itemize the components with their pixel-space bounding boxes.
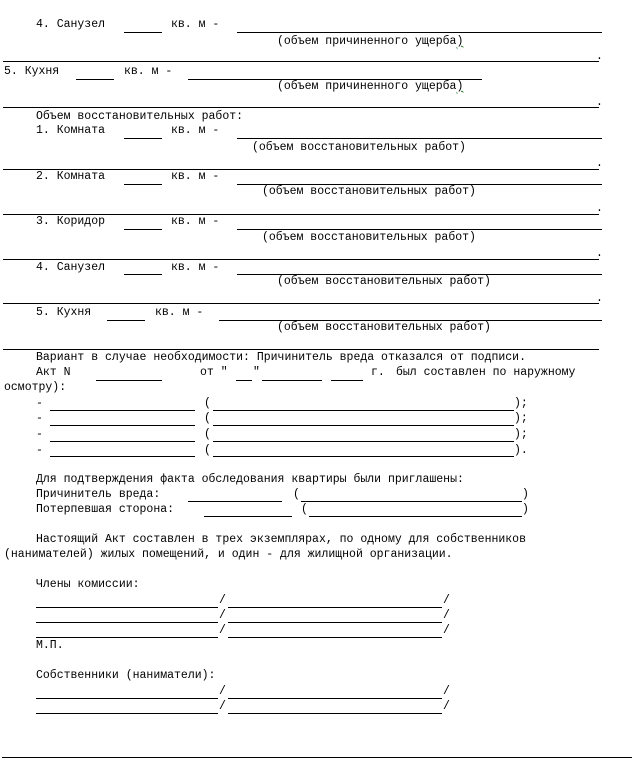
restore-item-caption: (объем восстановительных работ) (252, 141, 466, 154)
restore-item-label: 1. Комната (36, 124, 106, 137)
culprit-label: Причинитель вреда: (36, 488, 161, 501)
witness-name-field[interactable] (50, 410, 195, 411)
closing-line2: (нанимателей) жилых помещений, и один - для жилищной организации. (4, 548, 453, 561)
row-dash: - (36, 444, 43, 457)
damage-bathroom-period: . (596, 50, 603, 63)
victim-label: Потерпевшая сторона: (36, 503, 175, 516)
act-day-field[interactable] (236, 380, 252, 381)
witnesses-heading: Для подтверждения факта обследования квартиры были приглашены: (36, 473, 464, 486)
restore-period: . (596, 292, 603, 305)
restore-item-label: 4. Санузел (36, 261, 106, 274)
act-month-field[interactable] (262, 380, 322, 381)
culprit-signature-field[interactable] (188, 501, 282, 502)
slash: / (219, 700, 226, 713)
restore-item-unit: кв. м - (171, 261, 220, 274)
restore-item-unit: кв. м - (171, 170, 220, 183)
signature-field[interactable] (36, 713, 218, 714)
restore-continuation-field[interactable] (3, 259, 599, 260)
page-bottom-rule (2, 757, 632, 758)
restore-period: . (596, 157, 603, 170)
witness-name-field[interactable] (50, 425, 195, 426)
culprit-name-field[interactable] (301, 501, 522, 502)
slash: / (443, 609, 450, 622)
restore-area-field[interactable] (124, 274, 162, 275)
witness-address-field[interactable] (213, 456, 514, 457)
open-paren: ( (204, 444, 211, 457)
slash: / (443, 624, 450, 637)
signature-field[interactable] (36, 607, 218, 608)
row-dash: - (36, 428, 43, 441)
restore-item-label: 3. Коридор (36, 215, 106, 228)
close-semicolon: ); (514, 412, 528, 425)
stamp-label: М.П. (36, 639, 64, 652)
close-semicolon: ); (514, 397, 528, 410)
witness-address-field[interactable] (213, 425, 514, 426)
slash: / (443, 685, 450, 698)
restore-item-caption: (объем восстановительных работ) (262, 231, 476, 244)
open-paren: ( (204, 397, 211, 410)
variant-act-tail: был составлен по наружному (396, 366, 576, 379)
close-semicolon: ); (514, 428, 528, 441)
restore-area-field[interactable] (124, 184, 162, 185)
damage-bathroom-area-field[interactable] (124, 32, 162, 33)
witness-address-field[interactable] (213, 410, 514, 411)
slash: / (443, 700, 450, 713)
variant-act-quote: " (253, 366, 260, 379)
damage-bathroom-caption: (объем причиненного ущерба) (277, 35, 464, 48)
variant-act-year: г. (371, 366, 385, 379)
damage-bathroom-continuation-field[interactable] (3, 61, 599, 62)
open-paren: ( (204, 428, 211, 441)
open-paren: ( (293, 488, 300, 501)
name-field[interactable] (228, 622, 442, 623)
variant-line3: осмотру): (4, 381, 67, 394)
restore-volume-field[interactable] (237, 138, 602, 139)
signature-field[interactable] (36, 698, 218, 699)
name-field[interactable] (228, 607, 442, 608)
signature-field[interactable] (36, 622, 218, 623)
witness-name-field[interactable] (50, 441, 195, 442)
restore-period: . (596, 247, 603, 260)
close-paren: ) (522, 488, 529, 501)
restore-volume-field[interactable] (237, 229, 602, 230)
restore-item-unit: кв. м - (155, 306, 204, 319)
damage-kitchen-continuation-field[interactable] (3, 107, 599, 108)
victim-name-field[interactable] (309, 516, 522, 517)
restore-area-field[interactable] (124, 229, 162, 230)
restore-period: . (596, 202, 603, 215)
act-year-field[interactable] (331, 380, 363, 381)
restore-item-caption: (объем восстановительных работ) (277, 321, 491, 334)
damage-kitchen-area-field[interactable] (76, 79, 114, 80)
damage-bathroom-unit: кв. м - (171, 18, 220, 31)
name-field[interactable] (228, 698, 442, 699)
witness-address-field[interactable] (213, 441, 514, 442)
open-paren: ( (301, 503, 308, 516)
closing-line1: Настоящий Акт составлен в трех экземплярах, по одному для собственников (36, 533, 526, 546)
restore-item-label: 2. Комната (36, 170, 106, 183)
restore-area-field[interactable] (107, 320, 145, 321)
variant-act-prefix: Акт N (36, 366, 71, 379)
witness-name-field[interactable] (50, 456, 195, 457)
damage-kitchen-unit: кв. м - (124, 65, 173, 78)
damage-kitchen-label: 5. Кухня (4, 65, 60, 78)
victim-signature-field[interactable] (204, 516, 292, 517)
close-paren: ) (522, 503, 529, 516)
variant-line1: Вариант в случае необходимости: Причинитель вреда отказался от подписи. (36, 351, 526, 364)
name-field[interactable] (228, 637, 442, 638)
damage-bathroom-label: 4. Санузел (36, 18, 106, 31)
act-number-field[interactable] (96, 380, 162, 381)
damage-bathroom-volume-field[interactable] (237, 32, 602, 33)
restore-item-unit: кв. м - (171, 124, 220, 137)
restore-continuation-field[interactable] (3, 349, 599, 350)
open-paren: ( (204, 412, 211, 425)
restore-heading: Объем восстановительных работ: (36, 110, 244, 123)
row-dash: - (36, 412, 43, 425)
restore-item-label: 5. Кухня (36, 306, 92, 319)
slash: / (219, 594, 226, 607)
restore-item-caption: (объем восстановительных работ) (277, 275, 491, 288)
damage-kitchen-caption: (объем причиненного ущерба) (277, 80, 464, 93)
damage-kitchen-period: . (596, 96, 603, 109)
restore-item-caption: (объем восстановительных работ) (262, 185, 476, 198)
commission-heading: Члены комиссии: (36, 578, 140, 591)
signature-field[interactable] (36, 637, 218, 638)
row-dash: - (36, 397, 43, 410)
owners-heading: Собственники (наниматели): (36, 669, 216, 682)
restore-area-field[interactable] (124, 138, 162, 139)
restore-item-unit: кв. м - (171, 215, 220, 228)
slash: / (443, 594, 450, 607)
slash: / (219, 609, 226, 622)
variant-act-from: от " (200, 366, 228, 379)
slash: / (219, 685, 226, 698)
restore-continuation-field[interactable] (3, 303, 599, 304)
name-field[interactable] (228, 713, 442, 714)
slash: / (219, 624, 226, 637)
close-period: ). (514, 444, 528, 457)
